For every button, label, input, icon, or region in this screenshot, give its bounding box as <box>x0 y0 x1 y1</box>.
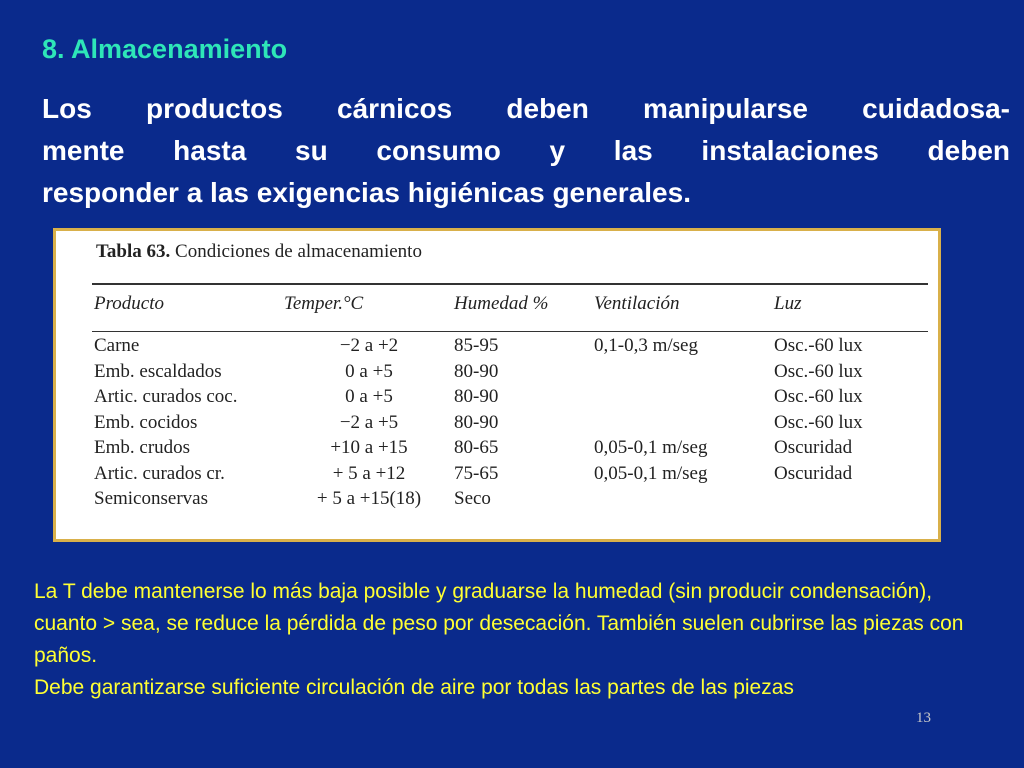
note-paragraph: Debe garantizarse suficiente circulación de aire por todas las partes de las piezas <box>34 676 794 699</box>
table-cell: +10 a +15 <box>330 437 408 459</box>
column-header: Producto <box>94 293 165 314</box>
table-cell: 0,05-0,1 m/seg <box>594 437 708 459</box>
table-cell <box>594 410 774 436</box>
table-cell: Semiconservas <box>94 488 208 510</box>
table-cell: Carne <box>94 335 140 357</box>
intro-line: Los productos cárnicos deben manipularse cuidadosa- <box>42 93 1010 124</box>
table-cell: Emb. cocidos <box>94 411 198 433</box>
table-cell: Seco <box>454 488 491 510</box>
table-cell: Oscuridad <box>774 462 853 484</box>
table-cell: 0 a +5 <box>345 386 393 408</box>
table-cell: 0,05-0,1 m/seg <box>594 462 708 484</box>
table-cell: 75-65 <box>454 462 499 484</box>
table-row <box>94 333 934 359</box>
notes-text <box>34 576 994 704</box>
table-title-text: Condiciones de almacenamiento <box>175 241 422 262</box>
page-number: 13 <box>916 710 931 726</box>
table-cell: 80-65 <box>454 437 499 459</box>
table-cell: Osc.-60 lux <box>774 360 863 382</box>
table-title-number: Tabla 63. <box>96 241 171 262</box>
table-cell: −2 a +2 <box>339 335 399 357</box>
table-cell: Osc.-60 lux <box>774 386 863 408</box>
table-cell <box>594 384 774 410</box>
intro-paragraph <box>42 88 1010 214</box>
column-header: Luz <box>774 293 802 314</box>
table-row <box>94 461 934 487</box>
column-header: Ventilación <box>594 293 680 314</box>
table-cell: Emb. escaldados <box>94 360 222 382</box>
table-cell <box>594 359 774 385</box>
column-header: Humedad % <box>454 293 549 314</box>
note-paragraph: La T debe mantenerse lo más baja posible y graduarse la humedad (sin producir condensación), cuanto > sea, se reduce la pérdida de peso por desecación. También suelen cubrirse las piezas con paños. <box>34 580 964 667</box>
slide-heading: 8. Almacenamiento <box>42 34 288 64</box>
column-header: Temper.°C <box>284 293 364 314</box>
intro-line: responder a las exigencias higiénicas generales. <box>42 177 691 208</box>
intro-line: mente hasta su consumo y las instalaciones deben <box>42 135 1010 166</box>
table-top-rule <box>92 283 928 285</box>
table-cell: Osc.-60 lux <box>774 411 863 433</box>
storage-conditions-table-image <box>53 228 941 542</box>
table-cell: + 5 a +15(18) <box>316 488 422 510</box>
table-cell: −2 a +5 <box>339 411 399 433</box>
table-header-row <box>94 293 934 333</box>
table-title <box>96 241 422 263</box>
table-cell: 80-90 <box>454 411 499 433</box>
table-cell: 80-90 <box>454 386 499 408</box>
table-cell: Emb. crudos <box>94 437 191 459</box>
table-cell: 0 a +5 <box>345 360 393 382</box>
table-row <box>94 486 934 512</box>
conditions-table <box>94 293 934 512</box>
table-cell: Osc.-60 lux <box>774 335 863 357</box>
table-cell: + 5 a +12 <box>332 462 406 484</box>
table-cell: 85-95 <box>454 335 499 357</box>
table-row <box>94 410 934 436</box>
table-cell: Artic. curados coc. <box>94 386 238 408</box>
table-cell: Oscuridad <box>774 437 853 459</box>
table-row <box>94 384 934 410</box>
table-cell <box>594 486 774 512</box>
table-cell: 0,1-0,3 m/seg <box>594 335 698 357</box>
table-row <box>94 435 934 461</box>
table-row <box>94 359 934 385</box>
table-cell: 80-90 <box>454 360 499 382</box>
table-cell: Artic. curados cr. <box>94 462 225 484</box>
table-cell <box>774 486 934 512</box>
